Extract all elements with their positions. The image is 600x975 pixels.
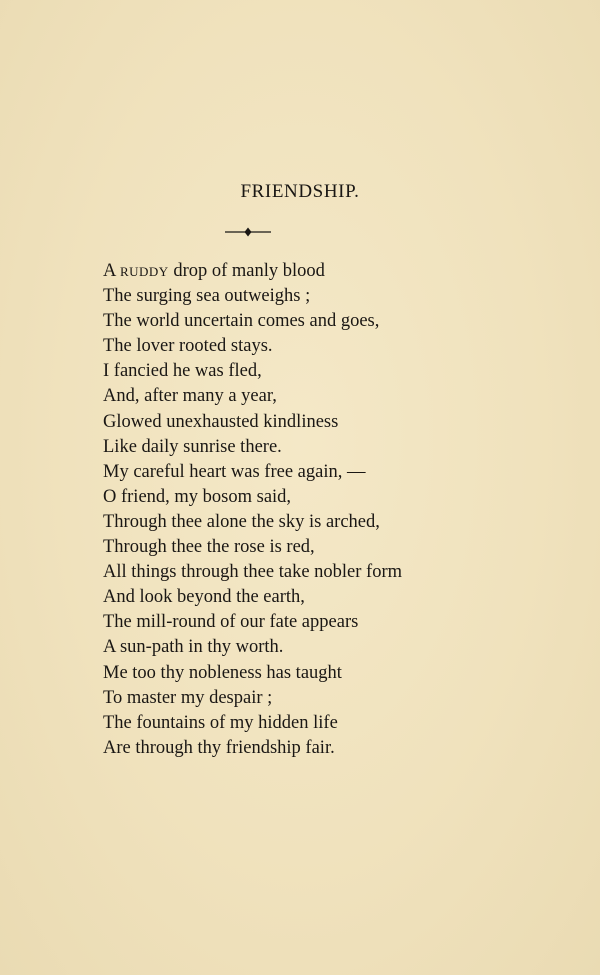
poem-line: Through thee alone the sky is arched, xyxy=(103,511,380,532)
poem-line: Through thee the rose is red, xyxy=(103,537,315,558)
divider-ornament xyxy=(223,226,273,238)
poem-line: And, after many a year, xyxy=(103,386,277,407)
poem-line: The fountains of my hidden life xyxy=(103,712,338,733)
poem-line: My careful heart was free again, — xyxy=(103,461,366,482)
first-word-smallcaps: ruddy xyxy=(119,261,169,281)
poem-line: The surging sea outweighs ; xyxy=(103,286,311,307)
poem-line: All things through thee take nobler form xyxy=(103,562,403,583)
poem-line: I fancied he was fled, xyxy=(103,361,262,382)
poem-line: And look beyond the earth, xyxy=(103,587,305,608)
first-line-rest: drop of manly blood xyxy=(173,261,325,281)
poem-line: The lover rooted stays. xyxy=(103,336,273,357)
poem-line: Glowed unexhausted kindliness xyxy=(103,411,339,432)
poem-line: To master my despair ; xyxy=(103,687,273,708)
poem-line: The mill-round of our fate appears xyxy=(103,612,359,633)
poem-line: A sun-path in thy worth. xyxy=(103,637,284,658)
poem-line xyxy=(103,259,583,284)
poem-line: Me too thy nobleness has taught xyxy=(103,662,342,683)
poem-line: The world uncertain comes and goes, xyxy=(103,311,380,332)
poem-line: Like daily sunrise there. xyxy=(103,436,282,457)
poem-line: Are through thy friendship fair. xyxy=(103,737,335,758)
first-word-initial: A xyxy=(103,261,116,281)
poem-body xyxy=(103,259,583,761)
poem-line: O friend, my bosom said, xyxy=(103,486,292,507)
page-title: FRIENDSHIP. xyxy=(240,181,360,202)
